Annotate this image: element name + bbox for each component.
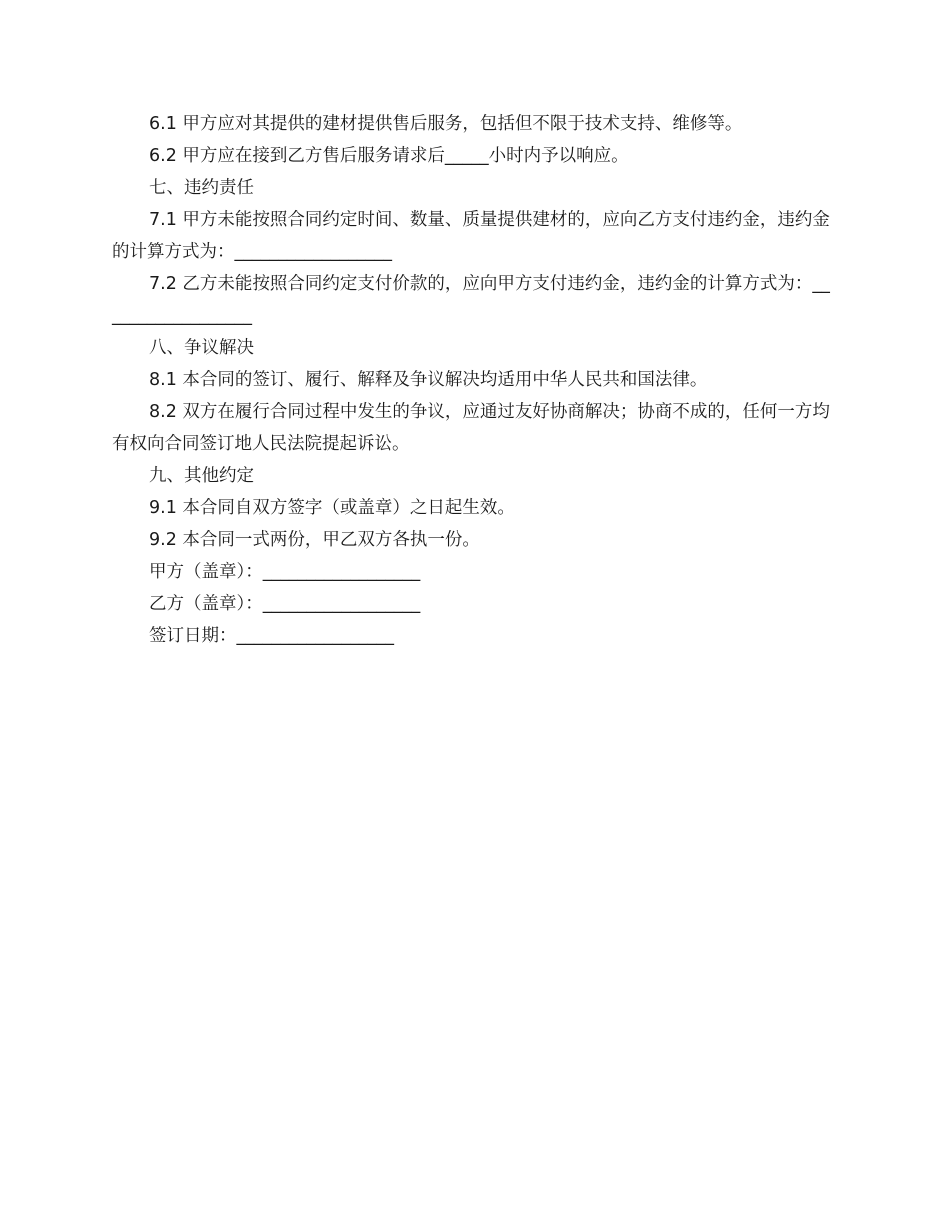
clause-9-1: 9.1 本合同自双方签字（或盖章）之日起生效。	[149, 498, 515, 518]
clause-7-2: 7.2 乙方未能按照合同约定支付价款的，应向甲方支付违约金，违约金的计算方式为：__________________	[112, 274, 830, 326]
clause-8-2: 8.2 双方在履行合同过程中发生的争议，应通过友好协商解决；协商不成的，任何一方均有权向合同签订地人民法院提起诉讼。	[112, 402, 830, 454]
clause-6-1: 6.1 甲方应对其提供的建材提供售后服务，包括但不限于技术支持、维修等。	[149, 114, 743, 134]
section-heading-breach: 七、违约责任	[149, 178, 254, 198]
clause-9-2: 9.2 本合同一式两份，甲乙双方各执一份。	[149, 530, 480, 550]
document-page	[112, 108, 838, 652]
clause-8-1: 8.1 本合同的签订、履行、解释及争议解决均适用中华人民共和国法律。	[149, 370, 708, 390]
section-heading-other: 九、其他约定	[149, 466, 254, 486]
clause-7-1: 7.1 甲方未能按照合同约定时间、数量、质量提供建材的，应向乙方支付违约金，违约金的计算方式为：__________________	[112, 210, 830, 262]
section-heading-dispute: 八、争议解决	[149, 338, 254, 358]
signature-party-b: 乙方（盖章）：__________________	[149, 594, 421, 614]
signature-party-a: 甲方（盖章）：__________________	[149, 562, 421, 582]
clause-6-2: 6.2 甲方应在接到乙方售后服务请求后_____小时内予以响应。	[149, 146, 629, 166]
signing-date: 签订日期：__________________	[149, 626, 394, 646]
